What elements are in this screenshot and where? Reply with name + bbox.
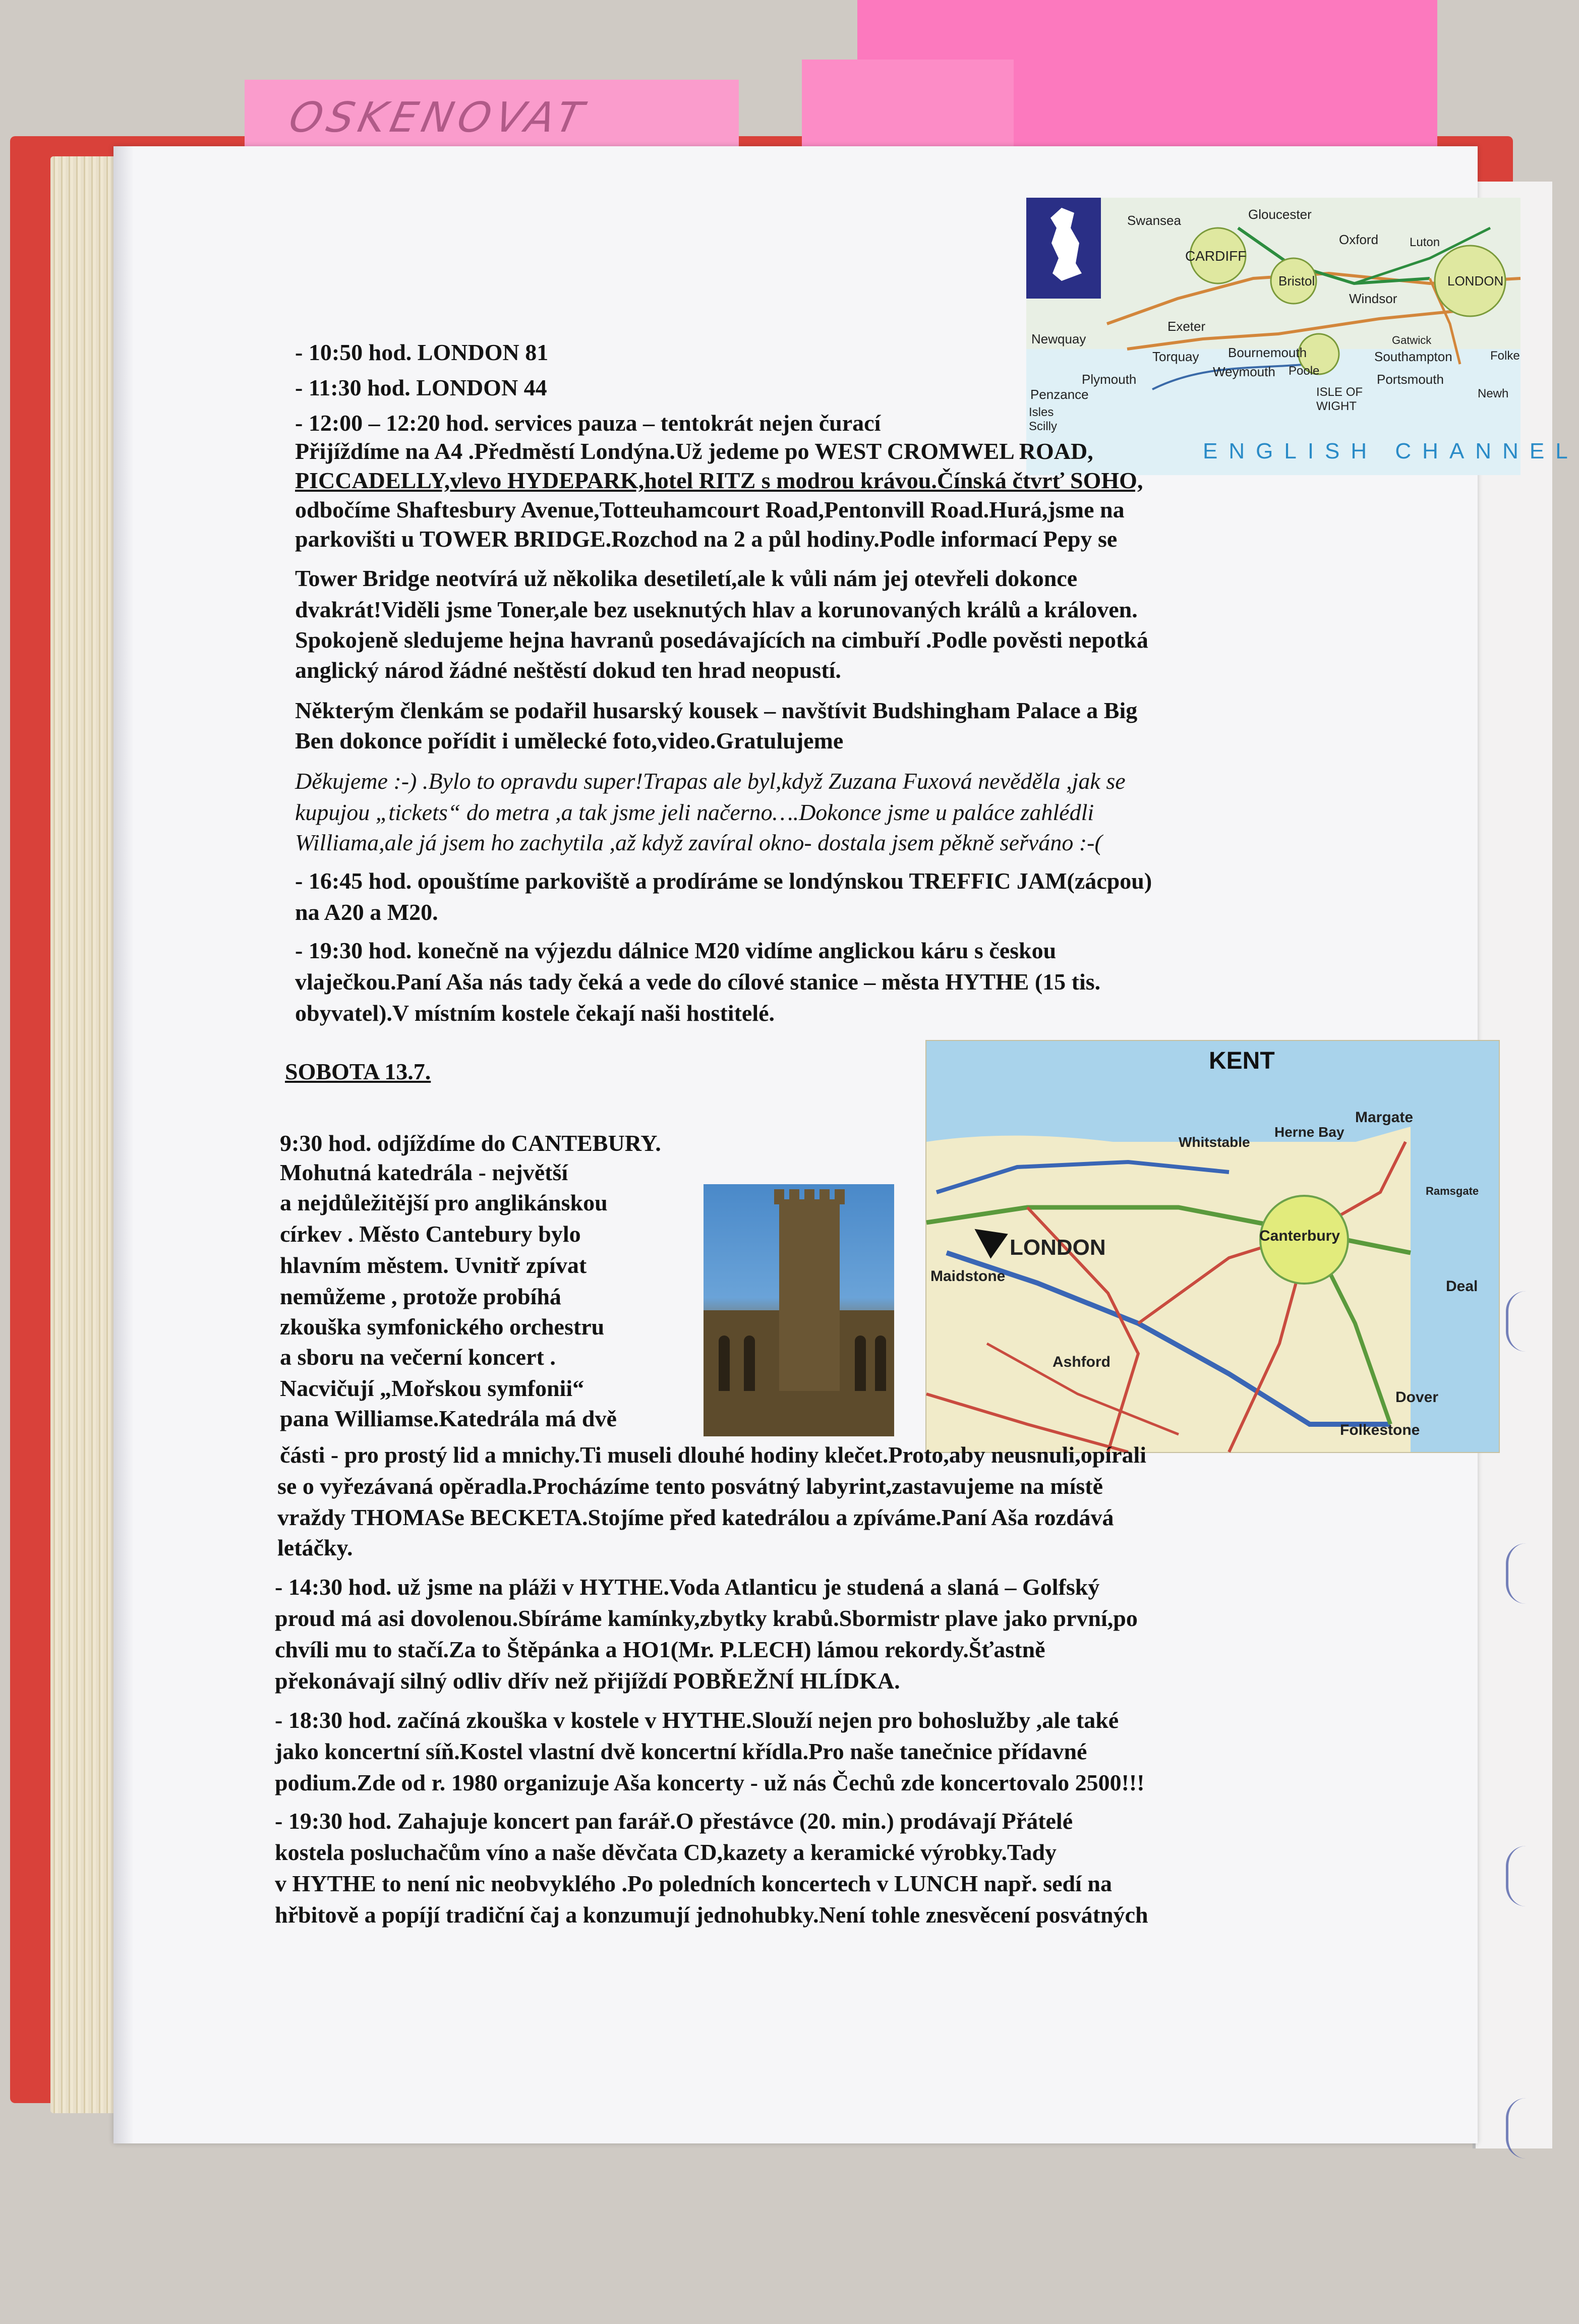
text-line: 9:30 hod. odjíždíme do CANTEBURY. <box>280 1130 661 1156</box>
text-line: Děkujeme :-) .Bylo to opravdu super!Trapas ale byl,když Zuzana Fuxová nevěděla ,jak se <box>295 768 1126 794</box>
handwriting-mark <box>1506 2098 1529 2159</box>
text-line: Ben dokonce pořídit i umělecké foto,video.Gratulujeme <box>295 728 844 753</box>
handwriting-mark <box>1506 1846 1529 1906</box>
map-label: Ramsgate <box>1426 1185 1479 1197</box>
map-label: Southampton <box>1374 349 1452 364</box>
map-label: Canterbury <box>1259 1228 1340 1244</box>
map-label: Portsmouth <box>1377 372 1444 387</box>
text-line: obyvatel).V místním kostele čekají naši hostitelé. <box>295 1000 775 1026</box>
map-label: Herne Bay <box>1274 1124 1344 1140</box>
text-line: kupujou „tickets“ do metra ,a tak jsme jeli načerno….Dokonce jsme u paláce zahlédli <box>295 799 1094 825</box>
map-label: LONDON <box>1447 273 1504 288</box>
text-line: a sboru na večerní koncert . <box>280 1344 556 1370</box>
text-line: hlavním městem. Uvnitř zpívat <box>280 1252 587 1278</box>
text-line: - 12:00 – 12:20 hod. services pauza – tentokrát nejen čurací <box>295 410 881 436</box>
map-label: Exeter <box>1167 319 1206 334</box>
text-line: - 10:50 hod. LONDON 81 <box>295 339 549 365</box>
text-line: PICCADELLY,vlevo HYDEPARK,hotel RITZ s modrou krávou.Čínská čtvrť SOHO, <box>295 468 1143 493</box>
handwriting-mark <box>1506 1543 1529 1604</box>
text-line: pana Williamse.Katedrála má dvě <box>280 1406 617 1431</box>
map-label: Whitstable <box>1179 1134 1250 1150</box>
cathedral-photo <box>704 1184 894 1436</box>
text-line: dvakrát!Viděli jsme Toner,ale bez useknutých hlav a korunovaných králů a královen. <box>295 597 1138 622</box>
map-label: Bournemouth <box>1228 345 1307 360</box>
map-label: Folkestone <box>1340 1422 1420 1438</box>
uk-map-image <box>1026 198 1579 474</box>
text-line: překonávají silný odliv dřív než přijíždí POBŘEŽNÍ HLÍDKA. <box>275 1668 900 1694</box>
map-label: Gloucester <box>1248 207 1312 222</box>
sticky-note-handwriting: OSKENOVAT <box>284 94 592 142</box>
map-label: Folke <box>1490 349 1520 363</box>
text-line: letáčky. <box>277 1535 353 1560</box>
map-label: Maidstone <box>930 1268 1006 1285</box>
sea-label: ENGLISH CHANNEL <box>1203 439 1579 463</box>
map-label: LONDON <box>1010 1235 1106 1260</box>
map-label: ISLE OF WIGHT <box>1316 385 1363 413</box>
text-line: kostela posluchačům víno a naše děvčata CD,kazety a keramické výrobky.Tady <box>275 1839 1057 1865</box>
text-line: - 19:30 hod. Zahajuje koncert pan farář.O přestávce (20. min.) prodávají Přátelé <box>275 1808 1073 1834</box>
handwriting-mark <box>1506 1291 1529 1352</box>
text-line: - 14:30 hod. už jsme na pláži v HYTHE.Voda Atlanticu je studená a slaná – Golfský <box>275 1574 1100 1600</box>
map-label: Plymouth <box>1082 372 1137 387</box>
map-label: Newquay <box>1031 331 1086 346</box>
uk-road-network <box>1026 198 1520 474</box>
map-label: Dover <box>1395 1389 1439 1406</box>
text-line: se o vyřezávaná opěradla.Procházíme tento posvátný labyrint,zastavujeme na místě <box>277 1473 1103 1499</box>
map-label: Torquay <box>1152 349 1199 364</box>
text-line: Williama,ale já jsem ho zachytila ,až když zavíral okno- dostala jsem pěkně seřváno :-( <box>295 830 1102 855</box>
text-line: v HYTHE to není nic neobvyklého .Po poledních koncertech v LUNCH např. sedí na <box>275 1871 1112 1896</box>
text-line: a nejdůležitější pro anglikánskou <box>280 1190 608 1215</box>
text-line: Některým členkám se podařil husarský kousek – navštívit Budshingham Palace a Big <box>295 698 1138 723</box>
map-label: Windsor <box>1349 291 1397 306</box>
text-line: nemůžeme , protože probíhá <box>280 1284 561 1309</box>
text-line: Nacvičují „Mořskou symfonii“ <box>280 1375 584 1401</box>
map-label: Gatwick <box>1392 334 1432 346</box>
map-label: Oxford <box>1339 232 1379 247</box>
text-line: odbočíme Shaftesbury Avenue,Totteuhamcourt Road,Pentonvill Road.Hurá,jsme na <box>295 497 1125 522</box>
text-line: - 18:30 hod. začíná zkouška v kostele v HYTHE.Slouží nejen pro bohoslužby ,ale také <box>275 1707 1119 1733</box>
text-line: jako koncertní síň.Kostel vlastní dvě koncertní křídla.Pro naše tanečnice přídavné <box>275 1738 1087 1764</box>
map-label: Penzance <box>1030 387 1089 402</box>
cathedral-window <box>875 1335 886 1391</box>
cathedral-window <box>719 1335 730 1391</box>
map-label: Deal <box>1446 1278 1478 1295</box>
map-label: Ashford <box>1052 1354 1110 1370</box>
text-line: vraždy THOMASe BECKETA.Stojíme před katedrálou a zpíváme.Paní Aša rozdává <box>277 1504 1114 1530</box>
map-label: Swansea <box>1127 213 1181 228</box>
text-line: podium.Zde od r. 1980 organizuje Aša koncerty - už nás Čechů zde koncertovalo 2500!!! <box>275 1770 1145 1795</box>
text-line: církev . Město Cantebury bylo <box>280 1221 581 1247</box>
section-heading: SOBOTA 13.7. <box>285 1059 431 1084</box>
text-line: hřbitově a popíjí tradiční čaj a konzumují jednohubky.Není tohle znesvěcení posvátných <box>275 1902 1148 1928</box>
map-title: KENT <box>1209 1048 1275 1074</box>
text-line: - 19:30 hod. konečně na výjezdu dálnice M20 vidíme anglickou káru s českou <box>295 938 1057 963</box>
text-line: Tower Bridge neotvírá už několika desetiletí,ale k vůli nám jej otevřeli dokonce <box>295 565 1078 591</box>
text-line: vlaječkou.Paní Aša nás tady čeká a vede do cílové stanice – města HYTHE (15 tis. <box>295 969 1101 995</box>
map-label: Weymouth <box>1213 364 1275 379</box>
text-line: chvíli mu to stačí.Za to Štěpánka a HO1(Mr. P.LECH) lámou rekordy.Šťastně <box>275 1637 1045 1662</box>
kent-map-image <box>925 1040 1500 1453</box>
text-line: proud má asi dovolenou.Sbíráme kamínky,zbytky krabů.Sbormistr plave jako první,po <box>275 1605 1138 1631</box>
cathedral-window <box>744 1335 755 1391</box>
text-line: Spokojeně sledujeme hejna havranů posedávajících na cimbuří .Podle pověsti nepotká <box>295 627 1148 653</box>
text-line: na A20 a M20. <box>295 899 438 925</box>
text-line: zkouška symfonického orchestru <box>280 1314 605 1340</box>
map-label: Newh <box>1478 387 1509 400</box>
map-label: Margate <box>1355 1109 1414 1126</box>
map-label: CARDIFF <box>1185 248 1247 264</box>
map-label: Luton <box>1410 236 1440 249</box>
page-shadow <box>113 146 134 2143</box>
map-label: Poole <box>1289 364 1320 378</box>
text-line: anglický národ žádné neštěstí dokud ten hrad neopustí. <box>295 657 841 683</box>
text-line: části - pro prostý lid a mnichy.Ti museli dlouhé hodiny klečet.Proto,aby neusnuli,opírali <box>280 1442 1147 1468</box>
text-line: parkovišti u TOWER BRIDGE.Rozchod na 2 a půl hodiny.Podle informací Pepy se <box>295 526 1118 552</box>
cathedral-window <box>855 1335 866 1391</box>
map-label: Bristol <box>1278 273 1315 288</box>
text-line: Přijíždíme na A4 .Předměstí Londýna.Už jedeme po WEST CROMWEL ROAD, <box>295 438 1093 464</box>
text-line: - 11:30 hod. LONDON 44 <box>295 375 547 400</box>
cathedral-tower <box>779 1199 840 1391</box>
text-line: Mohutná katedrála - největší <box>280 1159 568 1185</box>
text-line: - 16:45 hod. opouštíme parkoviště a prodíráme se londýnskou TREFFIC JAM(zácpou) <box>295 868 1152 894</box>
map-label: Isles Scilly <box>1029 405 1058 433</box>
